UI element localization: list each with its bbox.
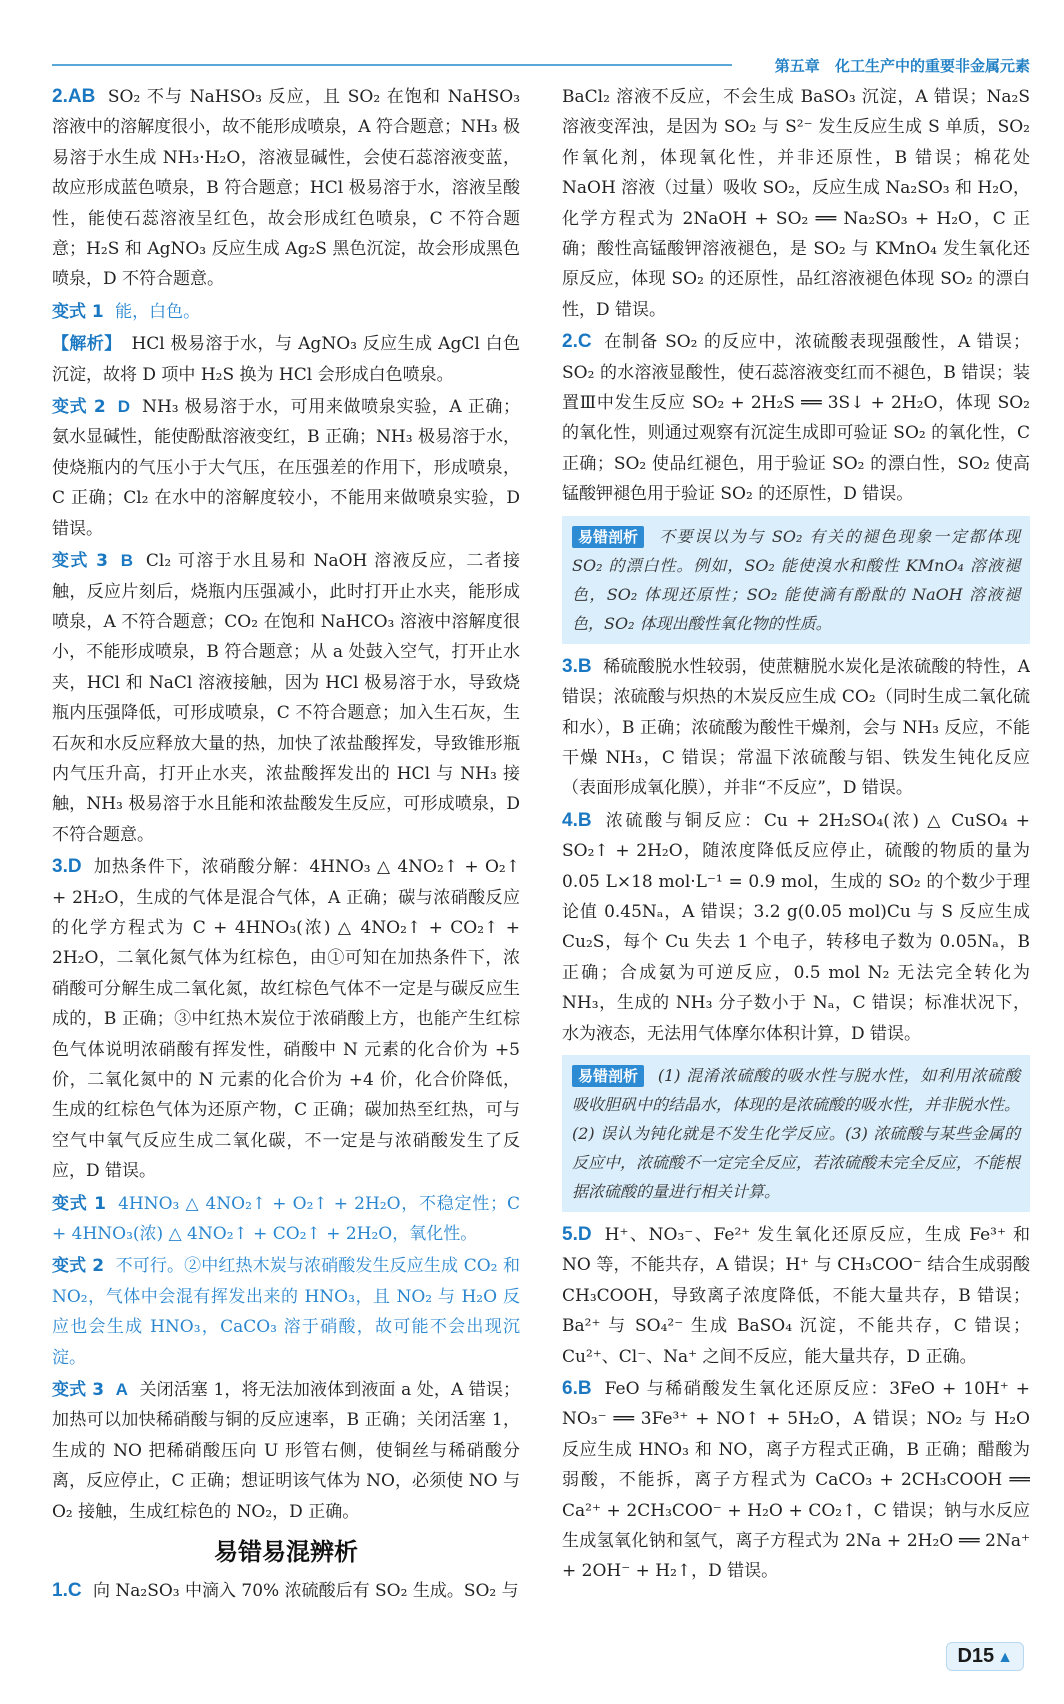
answer-block bbox=[52, 82, 520, 295]
variant-block bbox=[52, 546, 520, 850]
variant-answer: 不可行。②中红热木炭与浓硝酸发生反应生成 CO₂ 和 NO₂，气体中会混有挥发出来的 HNO₃，且 NO₂ 与 H₂O 反应也会生成 HNO₃，CaCO₃ 溶于硝酸，故可能不会出现沉淀。 bbox=[52, 1256, 520, 1368]
section-title: 易错易混辨析 bbox=[214, 1538, 358, 1567]
answer-block bbox=[52, 1576, 520, 1603]
variant-block bbox=[52, 1251, 520, 1373]
chapter-title: 化工生产中的重要非金属元素 bbox=[834, 57, 1030, 75]
chapter-label: 第五章 bbox=[774, 57, 820, 75]
variant-label: 变式 2 bbox=[52, 1256, 105, 1277]
variant-block bbox=[52, 297, 520, 327]
page-number-badge bbox=[946, 1642, 1024, 1671]
explanation-text: SO₂ 不与 NaHSO₃ 反应，且 SO₂ 在饱和 NaHSO₃ 溶液中的溶解度很小，故不能形成喷泉，A 符合题意；NH₃ 极易溶于水生成 NH₃·H₂O，溶液显碱性，会使石蕊溶液变蓝，故应形成蓝色喷泉，B 符合题意；HCl 极易溶于水，溶液呈酸性，能使石蕊溶液呈红色，故会形成红色喷泉，C 不符合题意；H₂S 和 AgNO₃ 反应生成 Ag₂S 黑色沉淀，故会形成黑色喷泉，D 不符合题意。 bbox=[52, 87, 520, 290]
variant-answer: D bbox=[117, 397, 131, 417]
explanation-text: 浓硫酸与铜反应：Cu + 2H₂SO₄(浓) △ CuSO₄ + SO₂↑ + 2H₂O，随浓度降低反应停止，硫酸的物质的量为 0.05 L×18 mol·L⁻¹ = 0.9 mol，生成的 SO₂ 的个数少于理论值 0.45Nₐ，A 错误；3.2 g(0.05 mol)Cu 与 S 反应生成 Cu₂S，每个 Cu 失去 1 个电子，转移电子数为 0.05Nₐ，B 正确；合成氨为可逆反应，0.5 mol N₂ 无法完全转化为 NH₃，生成的 NH₃ 分子数小于 Nₐ，C 错误；标准状况下，水为液态，无法用气体摩尔体积计算，D 错误。 bbox=[562, 810, 1030, 1044]
answer-block bbox=[52, 852, 520, 1186]
analysis-block bbox=[52, 329, 520, 390]
variant-answer: 能，白色。 bbox=[115, 301, 201, 322]
variant-block bbox=[52, 1375, 520, 1527]
variant-answer: B bbox=[120, 551, 134, 571]
explanation-text: 向 Na₂SO₃ 中滴入 70% 浓硫酸后有 SO₂ 生成。SO₂ 与 bbox=[92, 1580, 519, 1601]
variant-label: 变式 3 bbox=[52, 551, 108, 572]
explanation-text: FeO 与稀硝酸发生氧化还原反应：3FeO + 10H⁺ + NO₃⁻ ══ 3Fe³⁺ + NO↑ + 5H₂O，A 错误；NO₂ 与 H₂O 反应生成 HNO₃ 和 NO，离子方程式正确，B 正确；醋酸为弱酸，不能拆，离子方程式为 CaCO₃ + 2CH₃COOH ══ Ca²⁺ + 2CH₃COO⁻ + H₂O + CO₂↑，C 错误；钠与水反应生成氢氧化钠和氢气，离子方程式为 2Na + 2H₂O ══ 2Na⁺ + 2OH⁻ + H₂↑，D 错误。 bbox=[562, 1379, 1030, 1582]
explanation-text: H⁺、NO₃⁻、Fe²⁺ 发生氧化还原反应，生成 Fe³⁺ 和 NO 等，不能共存，A 错误；H⁺ 与 CH₃COO⁻ 结合生成弱酸 CH₃COOH，导致离子浓度降低，不能大量共存，B 错误；Ba²⁺ 与 SO₄²⁻ 生成 BaSO₄ 沉淀，不能共存，C 错误；Cu²⁺、Cl⁻、Na⁺ 之间不反应，能大量共存，D 正确。 bbox=[562, 1224, 1030, 1367]
answer-block bbox=[562, 1220, 1030, 1372]
variant-label: 变式 3 bbox=[52, 1380, 105, 1401]
header-rule bbox=[52, 64, 732, 66]
answer-block bbox=[562, 327, 1030, 509]
explanation-text: Cl₂ 可溶于水且易和 NaOH 溶液反应，二者接触，反应片刻后，烧瓶内压强减小，此时打开止水夹，能形成喷泉，A 不符合题意；CO₂ 在饱和 NaHCO₃ 溶液中溶解度很小，不能形成喷泉，B 符合题意；从 a 处鼓入空气，打开止水夹，HCl 和 NaCl 溶液接触，因为 HCl 极易溶于水，导致烧瓶内压强降低，可形成喷泉，C 不符合题意；加入生石灰，生石灰和水反应释放大量的热，加快了浓盐酸挥发，导致锥形瓶内气压升高，打开止水夹，浓盐酸挥发出的 HCl 与 NH₃ 接触，NH₃ 极易溶于水且能和浓盐酸发生反应，可形成喷泉，D 不符合题意。 bbox=[52, 551, 520, 845]
variant-label: 变式 2 bbox=[52, 397, 106, 418]
variant-block bbox=[52, 1189, 520, 1250]
up-arrow-icon: ▲ bbox=[997, 1649, 1013, 1666]
page-number: D15 bbox=[957, 1645, 995, 1667]
right-column bbox=[562, 82, 1030, 1602]
chapter-header bbox=[765, 55, 1030, 76]
analysis-text: HCl 极易溶于水，与 AgNO₃ 反应生成 AgCl 白色沉淀，故将 D 项中 H₂S 换为 HCl 会形成白色喷泉。 bbox=[52, 334, 520, 385]
common-mistake-text: 不要误以为与 SO₂ 有关的褪色现象一定都体现 SO₂ 的漂白性。例如，SO₂ 能使溴水和酸性 KMnO₄ 溶液褪色，SO₂ 体现还原性；SO₂ 能使滴有酚酞的 NaOH 溶液褪色，SO₂ 体现出酸性氧化物的性质。 bbox=[572, 526, 1020, 633]
answer-block bbox=[562, 806, 1030, 1049]
common-mistake-box bbox=[562, 516, 1030, 644]
variant-block bbox=[52, 392, 520, 544]
common-mistake-tag: 易错剖析 bbox=[572, 1065, 644, 1087]
question-number: 1.C bbox=[52, 1579, 82, 1601]
answer-block bbox=[562, 1374, 1030, 1587]
question-number: 3.B bbox=[562, 655, 592, 677]
variant-label: 变式 1 bbox=[52, 301, 104, 322]
answer-continuation: BaCl₂ 溶液不反应，不会生成 BaSO₃ 沉淀，A 错误；Na₂S 溶液变浑浊，是因为 SO₂ 与 S²⁻ 发生反应生成 S 单质，SO₂ 作氧化剂，体现氧化性，并非还原性，B 错误；棉花处 NaOH 溶液（过量）吸收 SO₂，反应生成 Na₂SO₃ 和 H₂O，化学方程式为 2NaOH + SO₂ ══ Na₂SO₃ + H₂O，C 正确；酸性高锰酸钾溶液褪色，是 SO₂ 与 KMnO₄ 发生氧化还原反应，体现 SO₂ 的还原性，品红溶液褪色体现 SO₂ 的漂白性，D 错误。 bbox=[562, 87, 1030, 320]
analysis-label: 【解析】 bbox=[52, 334, 122, 355]
variant-label: 变式 1 bbox=[52, 1193, 106, 1214]
explanation-text: 关闭活塞 1，将无法加液体到液面 a 处，A 错误；加热可以加快稀硝酸与铜的反应速率，B 正确；关闭活塞 1，生成的 NO 把稀硝酸压向 U 形管右侧，使铜丝与稀硝酸分离，反应停止，C 正确；想证明该气体为 NO，必须使 NO 与 O₂ 接触，生成红棕色的 NO₂，D 正确。 bbox=[52, 1380, 520, 1522]
common-mistake-tag: 易错剖析 bbox=[572, 526, 644, 548]
explanation-text: 在制备 SO₂ 的反应中，浓硫酸表现强酸性，A 错误；SO₂ 的水溶液显酸性，使石蕊溶液变红而不褪色，B 错误；装置Ⅲ中发生反应 SO₂ + 2H₂S ══ 3S↓ + 2H₂O，体现 SO₂ 的氧化性，则通过观察有沉淀生成即可验证 SO₂ 的氧化性，C 正确；SO₂ 使品红褪色，用于验证 SO₂ 的漂白性，SO₂ 使高锰酸钾褪色用于验证 SO₂ 的还原性，D 错误。 bbox=[562, 332, 1030, 505]
question-number: 2.C bbox=[562, 331, 592, 353]
left-column bbox=[52, 82, 520, 1602]
variant-answer: A bbox=[115, 1380, 128, 1400]
common-mistake-text: (1) 混淆浓硫酸的吸水性与脱水性，如利用浓硫酸吸收胆矾中的结晶水，体现的是浓硫酸的吸水性，并非脱水性。(2) 误认为钝化就是不发生化学反应。(3) 浓硫酸与某些金属的反应中，浓硫酸不一定完全反应，若浓硫酸未完全反应，不能根据浓硫酸的量进行相关计算。 bbox=[572, 1065, 1021, 1201]
question-number: 4.B bbox=[562, 809, 592, 831]
explanation-text: NH₃ 极易溶于水，可用来做喷泉实验，A 正确；氨水显碱性，能使酚酞溶液变红，B 正确；NH₃ 极易溶于水，使烧瓶内的气压小于大气压，在压强差的作用下，形成喷泉，C 正确；Cl₂ 在水中的溶解度较小，不能用来做喷泉实验，D 错误。 bbox=[52, 397, 520, 539]
question-number: 5.D bbox=[562, 1223, 592, 1245]
question-number: 3.D bbox=[52, 856, 82, 878]
explanation-text: 加热条件下，浓硝酸分解：4HNO₃ △ 4NO₂↑ + O₂↑ + 2H₂O，生成的气体是混合气体，A 正确；碳与浓硝酸反应的化学方程式为 C + 4HNO₃(浓) △ 4NO₂↑ + CO₂↑ + 2H₂O，二氧化氮气体为红棕色，由①可知在加热条件下，浓硝酸可分解生成二氧化氮，故红棕色气体不一定是与碳反应生成的，B 正确；③中红热木炭位于浓硝酸上方，也能产生红棕色气体说明浓硝酸有挥发性，硝酸中 N 元素的化合价为 +5 价，二氧化氮中的 N 元素的化合价为 +4 价，化合价降低，生成的红棕色气体为还原产物，C 正确；碳加热至红热，可与空气中氧气反应生成二氧化碳，不一定是与浓硝酸发生了反应，D 错误。 bbox=[52, 857, 520, 1182]
explanation-text: 稀硫酸脱水性较弱，使蔗糖脱水炭化是浓硫酸的特性，A 错误；浓硫酸与炽热的木炭反应生成 CO₂（同时生成二氧化硫和水），B 正确；浓硫酸为酸性干燥剂，会与 NH₃ 反应，不能干燥 NH₃，C 错误；常温下浓硫酸与铝、铁发生钝化反应（表面形成氧化膜），并非“不反应”，D 错误。 bbox=[562, 656, 1030, 799]
common-mistake-box bbox=[562, 1055, 1030, 1212]
answer-block bbox=[562, 652, 1030, 804]
variant-answer: 4HNO₃ △ 4NO₂↑ + O₂↑ + 2H₂O，不稳定性；C + 4HNO₃(浓) △ 4NO₂↑ + CO₂↑ + 2H₂O，氧化性。 bbox=[52, 1193, 520, 1245]
question-number: 2.AB bbox=[52, 86, 96, 107]
question-number: 6.B bbox=[562, 1378, 592, 1399]
